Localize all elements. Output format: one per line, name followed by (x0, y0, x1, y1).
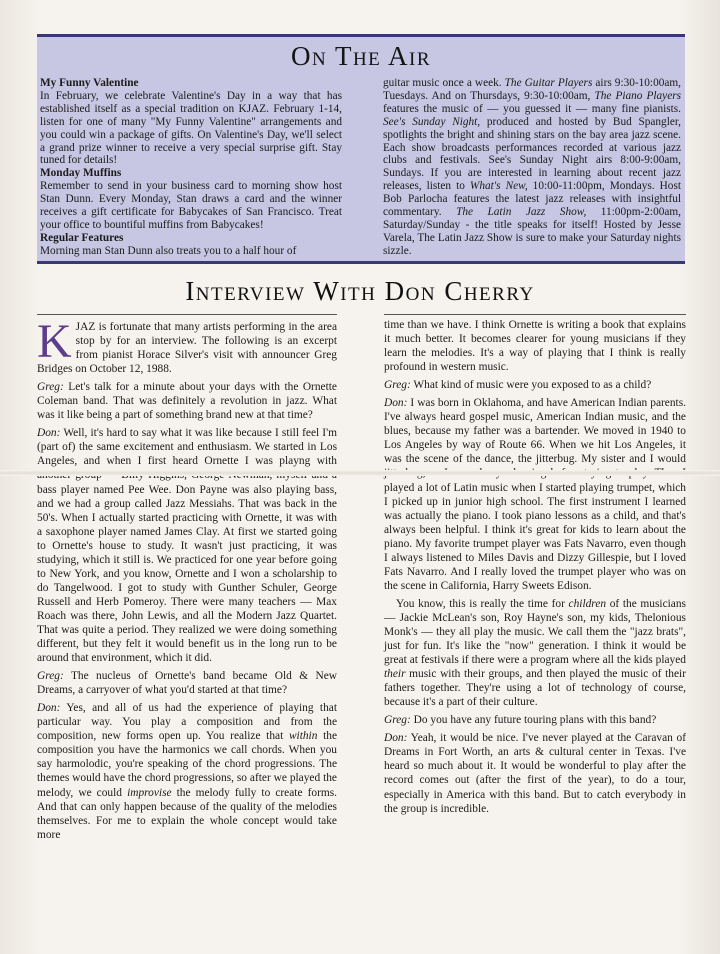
interview-left-column (37, 315, 338, 846)
fold-crease (0, 470, 720, 476)
question-text: What kind of music were you exposed to as a child? (410, 379, 652, 392)
interview-title: Interview With Don Cherry (185, 276, 535, 306)
drop-cap: K (37, 315, 72, 368)
answer-text: Yes, and all of us had the experience of playing that particular way. You play a composition and from the composition, new forms open up. You realize that (37, 702, 337, 743)
on-the-air-left-column (40, 77, 342, 258)
interview-intro (37, 315, 337, 376)
speaker-greg: Greg: (384, 714, 411, 727)
answer-text: I was born in Oklahoma, and have American Indian parents. I've always heard gospel music, American Indian music, and the blues, because my father was a bartender. We moved in 1940 to Los Angeles by way of Route 66. When we hit Los Angeles, it was the scene of the dance, the jitterbug. My sister and I would played a lot of Latin music when I started playing trumpet, which I picked up in junior high school. The first instrument I learned was actually the piano. I took piano lessons as a child, and that's always been helpful. I think it's great for kids to learn about the piano. My favorite trumpet player was Fats Navarro, even though I always listened to Miles Davis and Dizzy Gillespie, but I loved Fats Navarro. And I really loved the trumpet player who was on the scene in California, Harry Sweets Edison. (384, 397, 686, 592)
interview-right-column (384, 318, 686, 820)
answer-3 (384, 396, 686, 593)
answer-1 (37, 426, 337, 665)
valentine-body: In February, we celebrate Valentine's Day in a way that has established itself as a special tradition on KJAZ. February 1-14, listen for one of many "My Funny Valentine" arrangements and you could win a package of gifts. On Valentine's Day, we'll select a grand prize winner to receive a very special surprise gift. Stay tuned for details! (40, 89, 342, 167)
intro-text: JAZ is fortunate that many artists performing in the area stop by for an interview. The following is an excerpt from pianist Horace Silver's visit with announcer Greg Bridges on October 12, 1988. (37, 321, 337, 376)
text-run: 10:00-11:00pm, Mondays. Host Bob Parlocha features the latest jazz releases with insightful commentary. (383, 180, 681, 219)
show-whats-new: What's New, (469, 180, 528, 193)
emphasis: within (288, 730, 318, 743)
valentine-heading: My Funny Valentine (40, 77, 139, 89)
question-text: Let's talk for a minute about your days with the Ornette Coleman band. That was definitely a revolution in jazz. What was it like being a part of something brand new at that time? (37, 381, 337, 422)
text-run: airs 9:30-10:00am, Tuesdays. And on Thursdays, 9:30-10:00am, (383, 77, 681, 102)
on-the-air-right-column (383, 77, 681, 258)
speaker-don: Don: (37, 427, 61, 440)
text-run: 11:00pm-2:00am, Saturday/Sunday - the title speaks for itself! Hosted by Jesse Varela, The Latin Jazz Show is sure to make your Saturday nights sizzle. (383, 206, 681, 257)
text-run: produced and hosted by Bud Spangler, spotlights the bright and shining stars on the bay area jazz scene. Each show broadcasts performances recorded at various jazz clubs and festivals. See's Sunday Night airs 8:00-9:00am, Sundays. If you are interested in learning about recent jazz releases, listen to (383, 115, 681, 193)
answer-text: the melody fully to create forms. And that can only happen because of the quality of the melodies themselves. For me to explain the whole concept would take more (37, 786, 337, 841)
answer-text: Yeah, it would be nice. I've never played at the Caravan of Dreams in Fort Worth, an arts & cultural center in Texas. I've heard so much about it. It would be wonderful to play after the record comes out (after the first of the year), to do a tour, especially in America with this band. But to catch everybody in the group is incredible. (384, 732, 686, 815)
answer-text: Well, it's hard to say what it was like because I still feel I'm (part of) the same excitement and enthusiasm. We started in Los Angeles, and when I first heard Ornette I was playng with bass player named Pee Wee. Don Payne was also playing bass, and we had a group called Jazz Messiahs. That was back in the 50's. When I actually started practicing with Ornette, it was with a saxophone player named James Clay. At first we started going to Ornette's house to study. It wasn't just practicing, it was studying, which it still is. We practiced for one year before going to New York, and you know, Ornette and I won a scholarship to do Tangelwood. I got to study with Gunther Schuler, George Russell and Herb Pomeroy. There were many teachers — Max Roach was there, John Lewis, and all the Modern Jazz Quartet. That was quite a period. They realized we were doing something different, but they felt it would benefit us in the long run to be around that environment, which it did. (37, 427, 337, 665)
show-latin-jazz: The Latin Jazz Show, (456, 206, 587, 219)
answer-text: the composition you have the harmonics we call chords. When you say harmolodic, you're speaking of the chord progressions. The themes would have the chord progressions, so after we played the melody, we could (37, 730, 338, 799)
text-run: guitar music once a week. (383, 77, 505, 89)
speaker-don: Don: (384, 732, 408, 745)
speaker-greg: Greg: (37, 670, 64, 683)
question-2 (37, 669, 337, 697)
emphasis: children (568, 597, 607, 610)
muffins-body: Remember to send in your business card to morning show host Stan Dunn. Every Monday, Stan draws a card and the winner receives a gift certificate for Babycakes of San Francisco. Treat your office to bountiful muffins from Babycakes! (40, 180, 342, 231)
answer-text: of the musicians — Jackie McLean's son, Roy Hayne's son, my kids, Thelonious Monk's — they all play the music. We call them the "jazz brats", just for fun. It's like the "now" generation. I think it would be great at festivals if there were a program where all the kids played (384, 597, 686, 667)
answer-4 (384, 731, 686, 815)
column-rule-right (384, 314, 686, 315)
answer-2-continued: time than we have. I think Ornette is writing a book that explains it much better. It becomes clearer for young musicians if they learn the melodies. It's a way of playing that I think is really profound in western music. (384, 319, 686, 374)
question-text: Do you have any future touring plans with this band? (410, 714, 657, 727)
column-rule-left (37, 314, 337, 315)
regular-features-body-start: Morning man Stan Dunn also treats you to a half hour of (40, 244, 297, 257)
question-4 (384, 713, 686, 727)
text-run: features the music of — you guessed it — many fine pianists. (383, 102, 681, 115)
answer-3-continued (384, 597, 686, 709)
speaker-don: Don: (37, 702, 61, 715)
speaker-greg: Greg: (37, 381, 64, 394)
show-guitar-players: The Guitar Players (504, 77, 593, 89)
answer-text: music with their groups, and then played the music of their fathers together. They're using a lot of technology of course, because it's a part of their culture. (384, 668, 686, 709)
answer-text: You know, this is really the time for (396, 597, 569, 610)
speaker-don: Don: (384, 397, 408, 410)
muffins-heading: Monday Muffins (40, 167, 122, 180)
emphasis: improvise (127, 786, 172, 799)
on-the-air-title: On The Air (290, 41, 432, 71)
on-the-air-box (37, 34, 685, 264)
show-piano-players: The Piano Players (594, 89, 682, 102)
emphasis: their (384, 668, 406, 681)
question-3 (384, 378, 686, 392)
show-sees-sunday-night: See's Sunday Night, (383, 115, 481, 128)
answer-2 (37, 701, 337, 841)
regular-features-body-continued (383, 77, 681, 258)
regular-features-heading: Regular Features (40, 231, 124, 244)
speaker-greg: Greg: (384, 379, 411, 392)
question-text: The nucleus of Ornette's band became Old & New Dreams, a carryover of what you'd started at that time? (37, 670, 337, 697)
question-1 (37, 380, 337, 422)
